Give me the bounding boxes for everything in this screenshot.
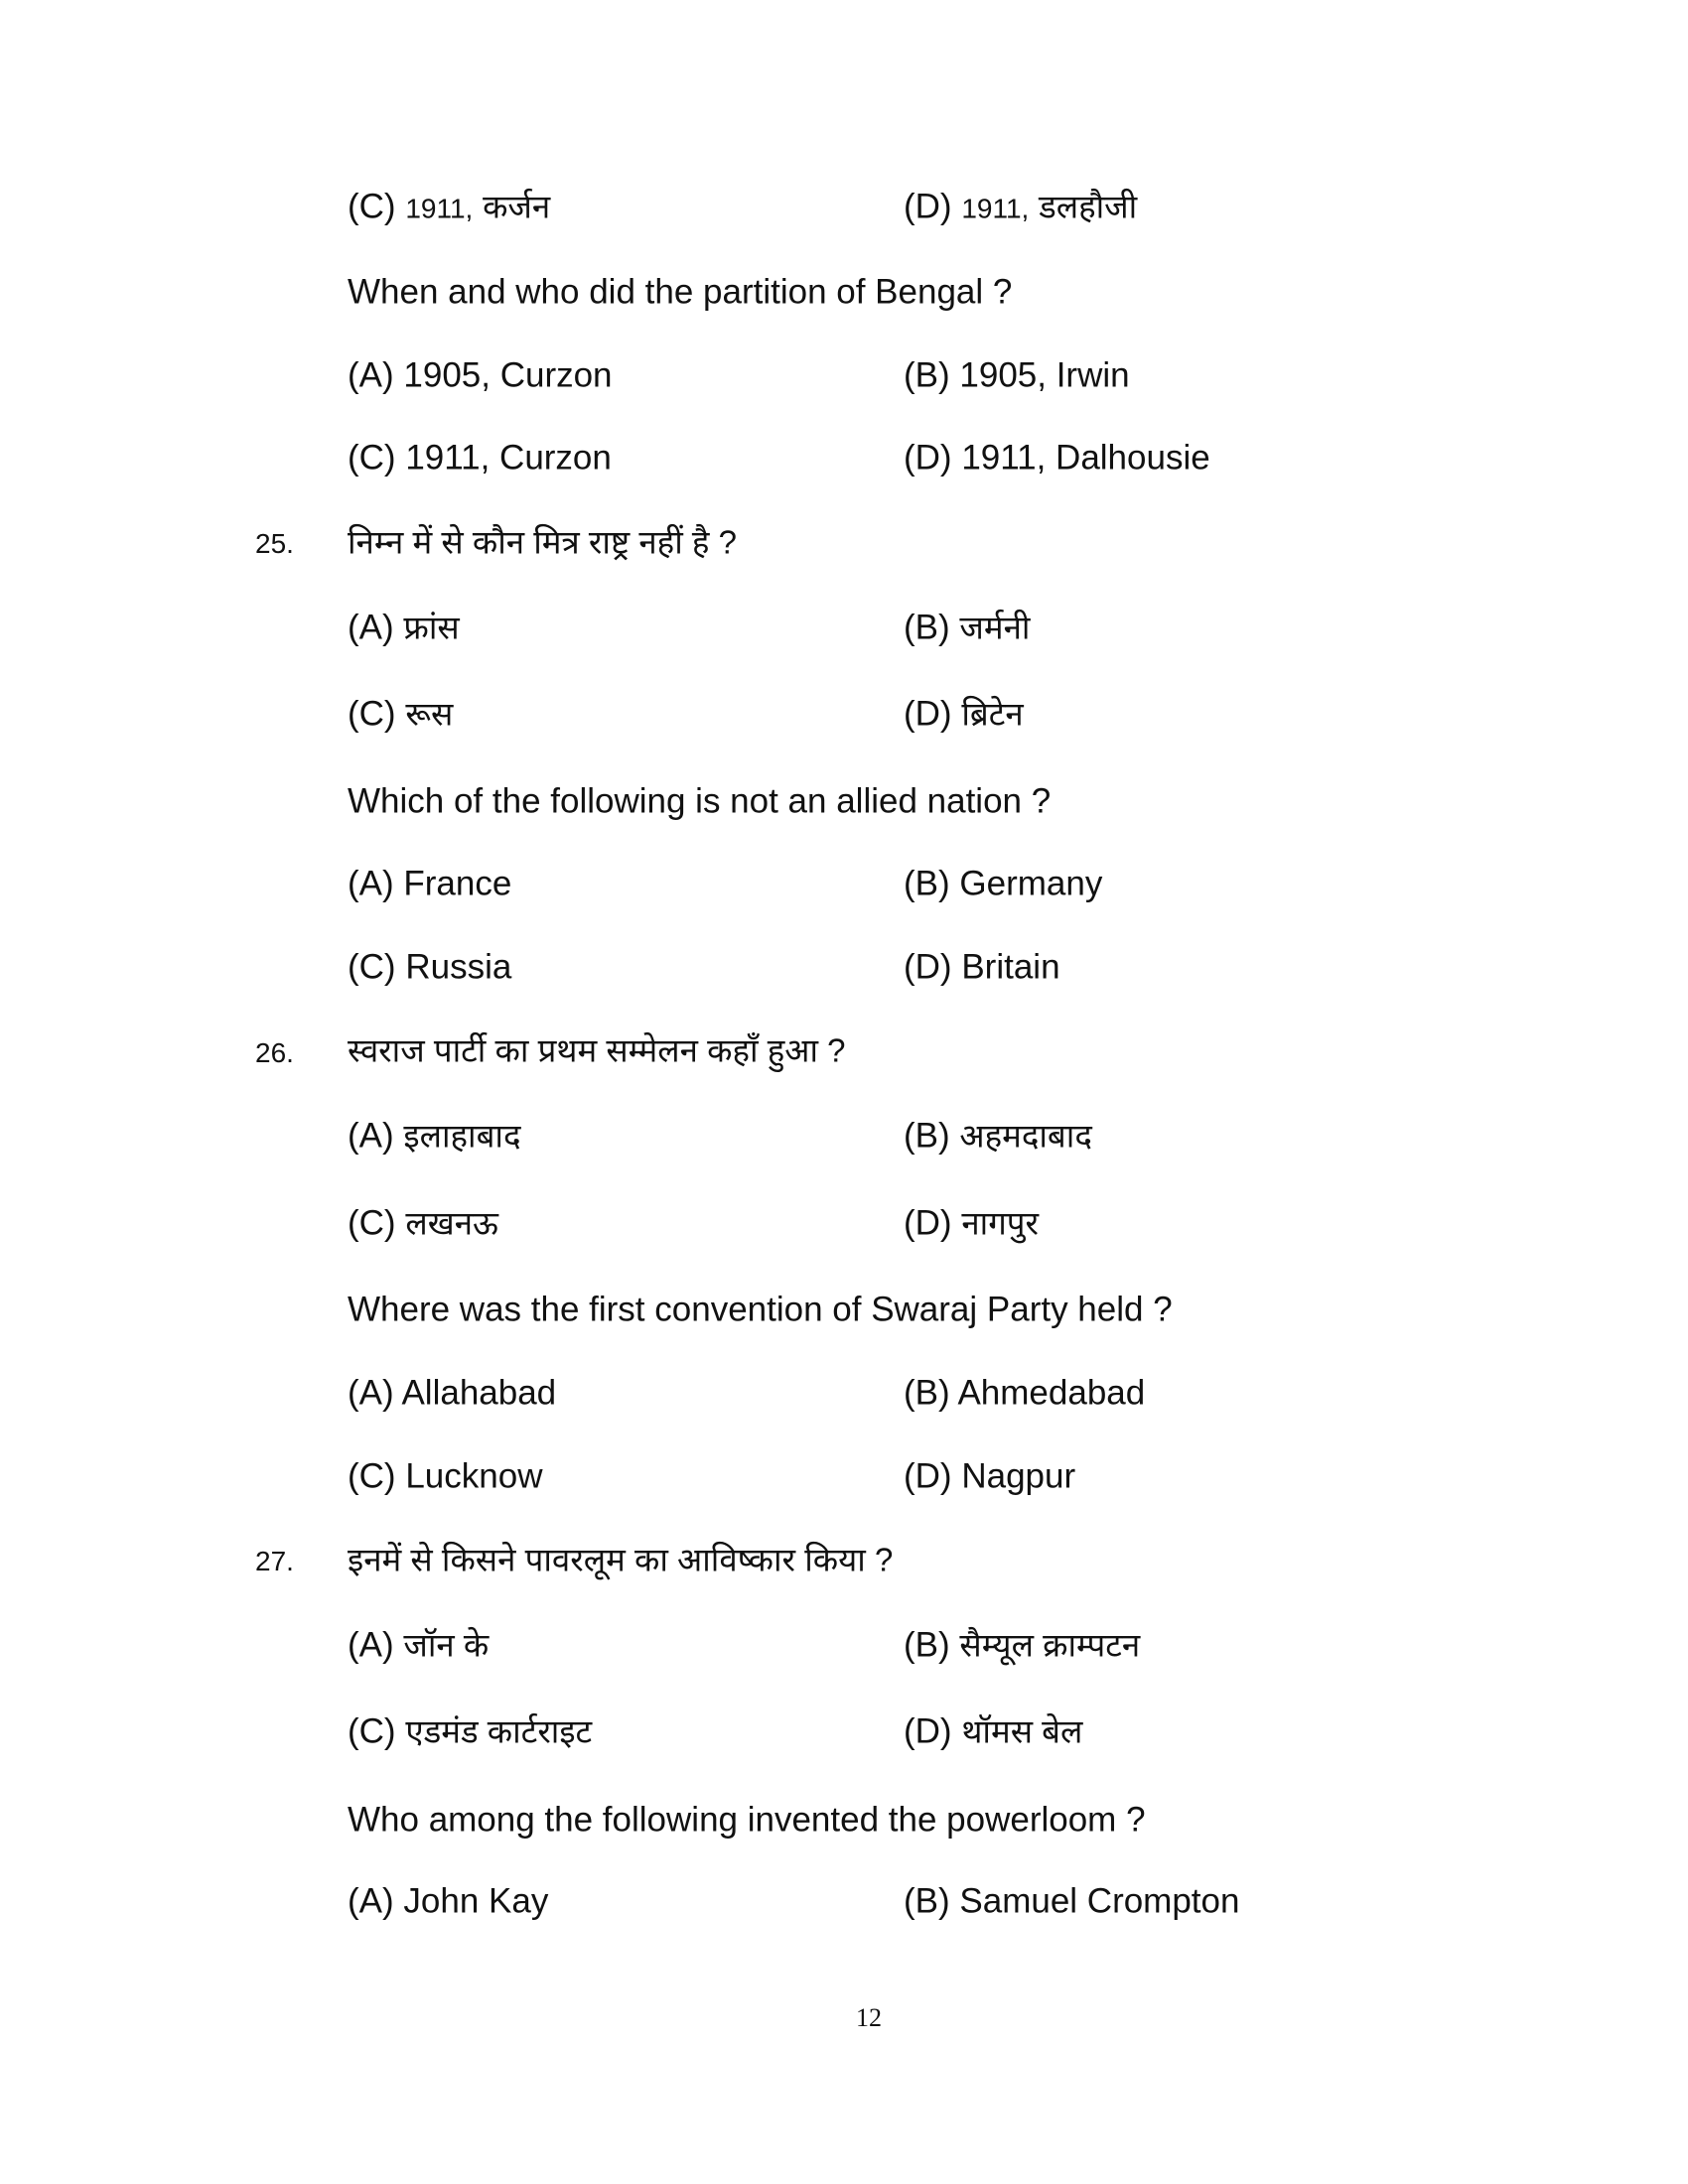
question-text-english: Which of the following is not an allied nation ? <box>348 781 1052 821</box>
option-text: थॉमस बेल <box>961 1712 1083 1750</box>
question-text-english: Where was the first convention of Swaraj Party held ? <box>348 1290 1173 1329</box>
option-text: एडमंड कार्टराइट <box>405 1712 593 1750</box>
option-text: अहमदाबाद <box>959 1117 1092 1155</box>
option-c <box>348 947 512 987</box>
option-text: Ahmedabad <box>957 1373 1146 1413</box>
option-text: नागपुर <box>961 1204 1040 1242</box>
option-text: डलहौजी <box>1039 188 1138 225</box>
question-number: 25. <box>255 528 294 559</box>
option-label: (D) <box>904 187 952 226</box>
option-text: 1905, Irwin <box>959 355 1130 395</box>
question-text-english: Who among the following invented the powerloom ? <box>348 1800 1146 1840</box>
option-text: Britain <box>961 947 1060 987</box>
option-text: 1911, Dalhousie <box>961 438 1210 478</box>
option-c-hindi <box>348 694 454 734</box>
page-number: 12 <box>856 2003 882 2032</box>
option-label: (A) <box>348 1881 394 1921</box>
option-b-hindi <box>904 1116 1092 1156</box>
option-label: (B) <box>904 1373 950 1413</box>
option-d <box>904 947 1060 987</box>
option-label: (A) <box>348 355 394 395</box>
option-text: ब्रिटेन <box>961 695 1024 733</box>
option-text: कर्जन <box>483 188 551 225</box>
option-a <box>348 1881 549 1921</box>
option-label: (B) <box>904 355 950 395</box>
option-label: (A) <box>348 1373 394 1413</box>
option-text: Allahabad <box>401 1373 557 1413</box>
option-a-hindi <box>348 608 460 647</box>
option-label: (D) <box>904 438 952 478</box>
option-text: Samuel Crompton <box>959 1881 1240 1921</box>
option-c <box>348 438 612 478</box>
option-c-hindi <box>348 187 551 226</box>
question-number: 27. <box>255 1546 294 1576</box>
option-text: Germany <box>959 864 1103 903</box>
option-label: (D) <box>904 694 952 734</box>
option-label: (B) <box>904 864 950 903</box>
option-label: (D) <box>904 947 952 987</box>
option-label: (C) <box>348 694 396 734</box>
option-label: (B) <box>904 1881 950 1921</box>
option-d <box>904 438 1210 478</box>
option-a <box>348 864 512 903</box>
question-text-english: When and who did the partition of Bengal ? <box>348 272 1013 312</box>
option-label: (C) <box>348 1711 396 1751</box>
option-label: (B) <box>904 1625 950 1665</box>
option-text: रूस <box>405 695 454 733</box>
option-label: (D) <box>904 1456 952 1496</box>
option-c <box>348 1456 543 1496</box>
option-b-hindi <box>904 1625 1141 1665</box>
question-text-hindi: इनमें से किसने पावरलूम का आविष्कार किया ? <box>348 1541 894 1578</box>
option-text: इलाहाबाद <box>403 1117 521 1155</box>
option-d-hindi <box>904 694 1024 734</box>
option-label: (C) <box>348 1203 396 1243</box>
option-d-hindi <box>904 1711 1083 1751</box>
question-text-hindi: निम्न में से कौन मित्र राष्ट्र नहीं है ? <box>348 523 737 561</box>
option-d <box>904 1456 1076 1496</box>
option-a-hindi <box>348 1116 521 1156</box>
option-text: 1911, Curzon <box>405 438 612 478</box>
option-text: फ्रांस <box>403 609 460 646</box>
option-d-hindi <box>904 1203 1040 1243</box>
option-year: 1911, <box>961 193 1030 224</box>
option-label: (A) <box>348 608 394 647</box>
option-label: (A) <box>348 1625 394 1665</box>
option-c-hindi <box>348 1203 498 1243</box>
option-text: लखनऊ <box>405 1204 498 1242</box>
option-text: Russia <box>405 947 512 987</box>
option-b <box>904 1881 1240 1921</box>
option-label: (C) <box>348 438 396 478</box>
option-label: (A) <box>348 864 394 903</box>
option-b <box>904 864 1103 903</box>
option-b-hindi <box>904 608 1031 647</box>
question-text-hindi: स्वराज पार्टी का प्रथम सम्मेलन कहाँ हुआ ? <box>348 1031 846 1069</box>
option-label: (C) <box>348 1456 396 1496</box>
option-year: 1911, <box>405 193 474 224</box>
question-number: 26. <box>255 1037 294 1068</box>
option-label: (A) <box>348 1116 394 1156</box>
option-c-hindi <box>348 1711 593 1751</box>
option-label: (B) <box>904 608 950 647</box>
option-text: सैम्यूल क्राम्पटन <box>959 1626 1141 1664</box>
option-text: France <box>403 864 512 903</box>
option-text: 1905, Curzon <box>403 355 613 395</box>
option-b <box>904 1373 1146 1413</box>
option-a <box>348 1373 557 1413</box>
option-label: (D) <box>904 1711 952 1751</box>
option-text: Lucknow <box>405 1456 543 1496</box>
option-d-hindi <box>904 187 1138 226</box>
option-text: John Kay <box>403 1881 549 1921</box>
option-b <box>904 355 1130 395</box>
option-label: (B) <box>904 1116 950 1156</box>
option-text: जर्मनी <box>959 609 1031 646</box>
option-text: जॉन के <box>403 1626 490 1664</box>
option-a <box>348 355 613 395</box>
option-a-hindi <box>348 1625 490 1665</box>
option-label: (C) <box>348 947 396 987</box>
option-label: (D) <box>904 1203 952 1243</box>
option-label: (C) <box>348 187 396 226</box>
option-text: Nagpur <box>961 1456 1076 1496</box>
